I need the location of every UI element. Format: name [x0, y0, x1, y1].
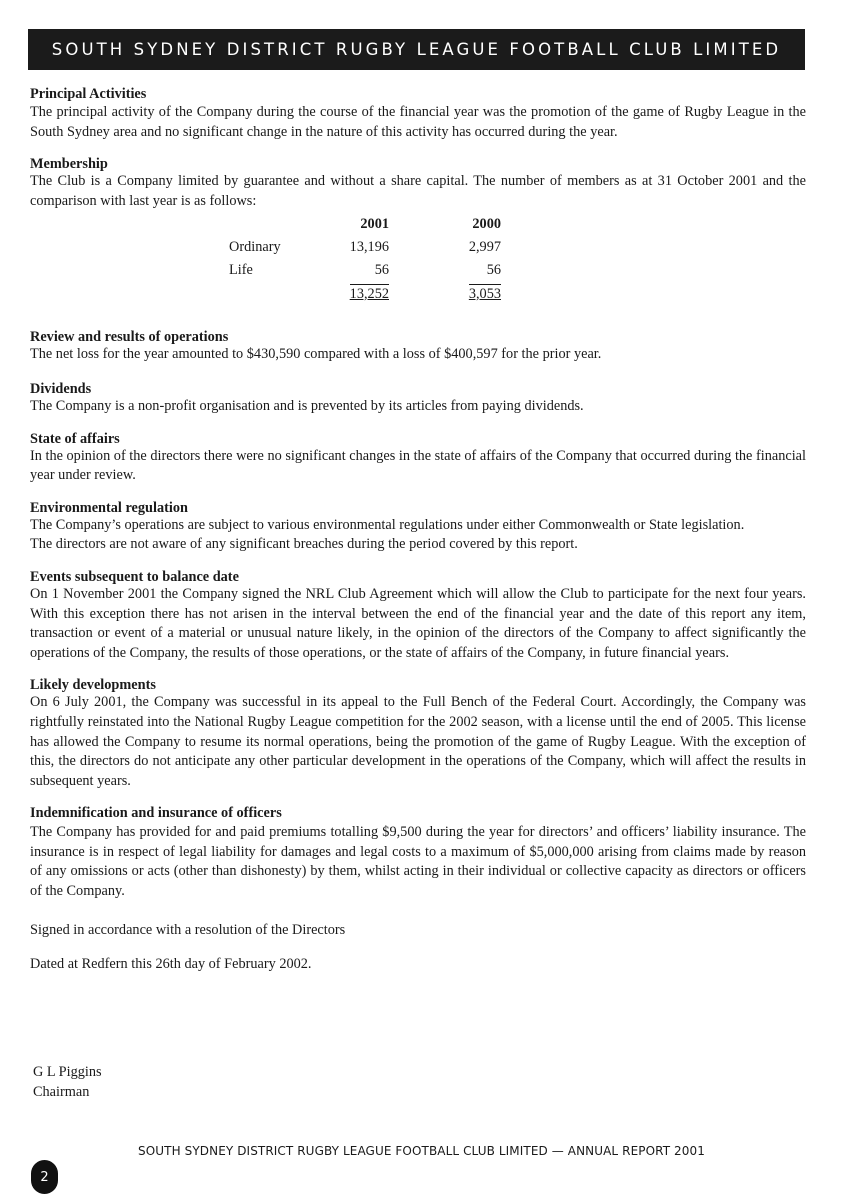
text-state-of-affairs: In the opinion of the directors there were no significant changes in the state of affairs of the Company that occurred during the financial year under review.: [30, 447, 806, 484]
section-dividends: [30, 381, 806, 417]
section-membership: [30, 156, 806, 305]
text-environmental-breaches: The directors are not aware of any significant breaches during the period covered by this report.: [30, 536, 578, 553]
signatory: [33, 1062, 102, 1102]
cell-2001: 56: [374, 262, 389, 279]
signatory-name: G L Piggins: [33, 1064, 102, 1080]
section-principal-activities: [30, 86, 806, 142]
row-label: Life: [229, 262, 253, 279]
text-likely-developments: On 6 July 2001, the Company was successful in its appeal to the Full Bench of the Federal Court. Accordingly, the Company was rightfully reinstated into the National Rugby League competition for the 2002 season, with a license until the end of 2005. This license has allowed the Company to resume its normal operations, being the promotion of the game of Rugby League. With the exception of this, the directors do not anticipate any other particular development in the operations of the Company, which will affect the results in subsequent years.: [30, 694, 806, 789]
total-2001: 13,252: [349, 285, 389, 302]
page-footer: SOUTH SYDNEY DISTRICT RUGBY LEAGUE FOOTBALL CLUB LIMITED — ANNUAL REPORT 2001: [138, 1144, 705, 1158]
section-likely-developments: [30, 677, 806, 791]
signoff: [30, 921, 806, 975]
directors-report-body: [30, 86, 806, 975]
membership-table-header: [229, 213, 501, 236]
heading-review-results: Review and results of operations: [30, 329, 229, 346]
cell-2000: 2,997: [468, 239, 501, 256]
text-principal-activities: The principal activity of the Company during the course of the financial year was the promotion of the game of Rugby League in the South Sydney area and no significant change in the nature of this activity has occurred during the year.: [30, 104, 806, 140]
section-environmental-regulation: [30, 500, 806, 555]
text-dividends: The Company is a non-profit organisation and is prevented by its articles from paying dividends.: [30, 397, 584, 414]
heading-likely-developments: Likely developments: [30, 677, 156, 694]
text-indemnification: The Company has provided for and paid premiums totalling $9,500 during the year for directors’ and officers’ liability insurance. The insurance is in respect of legal liability for damages and legal costs to a maximum of $5,000,000 arising from claims made by reason of any omissions or acts (other than dishonesty) by them, whilst acting in their individual or collective capacity as directors or officers of the Company.: [30, 824, 806, 900]
text-environmental-regulation: The Company’s operations are subject to various environmental regulations under either Commonwealth or State legislation.: [30, 516, 745, 533]
text-membership: The Club is a Company limited by guarantee and without a share capital. The number of members as at 31 October 2001 and the comparison with last year is as follows:: [30, 173, 806, 209]
page-number-badge: 2: [31, 1160, 58, 1194]
row-label: Ordinary: [229, 239, 281, 256]
heading-environmental-regulation: Environmental regulation: [30, 499, 188, 516]
total-2000: 3,053: [468, 285, 501, 302]
report-banner: SOUTH SYDNEY DISTRICT RUGBY LEAGUE FOOTBALL CLUB LIMITED: [28, 29, 805, 70]
col-2000: 2000: [472, 216, 501, 233]
heading-events-subsequent: Events subsequent to balance date: [30, 568, 239, 585]
cell-2001: 13,196: [349, 239, 389, 256]
section-indemnification: [30, 805, 806, 901]
section-events-subsequent: [30, 569, 806, 663]
heading-dividends: Dividends: [30, 380, 92, 397]
cell-2000: 56: [486, 262, 501, 279]
membership-table: [229, 213, 501, 305]
col-2001: 2001: [360, 216, 389, 233]
signed-statement: Signed in accordance with a resolution of the Directors: [30, 921, 346, 938]
table-row: [229, 259, 501, 282]
section-review-results: [30, 329, 806, 365]
heading-indemnification: Indemnification and insurance of officers: [30, 805, 282, 822]
total-row: [229, 282, 501, 305]
heading-principal-activities: Principal Activities: [30, 86, 147, 102]
dated-statement: Dated at Redfern this 26th day of February 2002.: [30, 956, 312, 973]
section-state-of-affairs: [30, 431, 806, 486]
text-events-subsequent: On 1 November 2001 the Company signed the NRL Club Agreement which will allow the Club to participate for the next four years. With this exception there has not arisen in the interval between the end of the financial year and the date of this report any item, transaction or event of a material or unusual nature likely, in the opinion of the directors of the Company to affect significantly the operations of the Company, the results of those operations, or the state of affairs of the Company, in future financial years.: [30, 585, 806, 661]
table-row: [229, 236, 501, 259]
heading-membership: Membership: [30, 156, 108, 173]
heading-state-of-affairs: State of affairs: [30, 430, 120, 447]
text-review-results: The net loss for the year amounted to $430,590 compared with a loss of $400,597 for the prior year.: [30, 346, 602, 363]
signatory-title: Chairman: [33, 1084, 90, 1100]
